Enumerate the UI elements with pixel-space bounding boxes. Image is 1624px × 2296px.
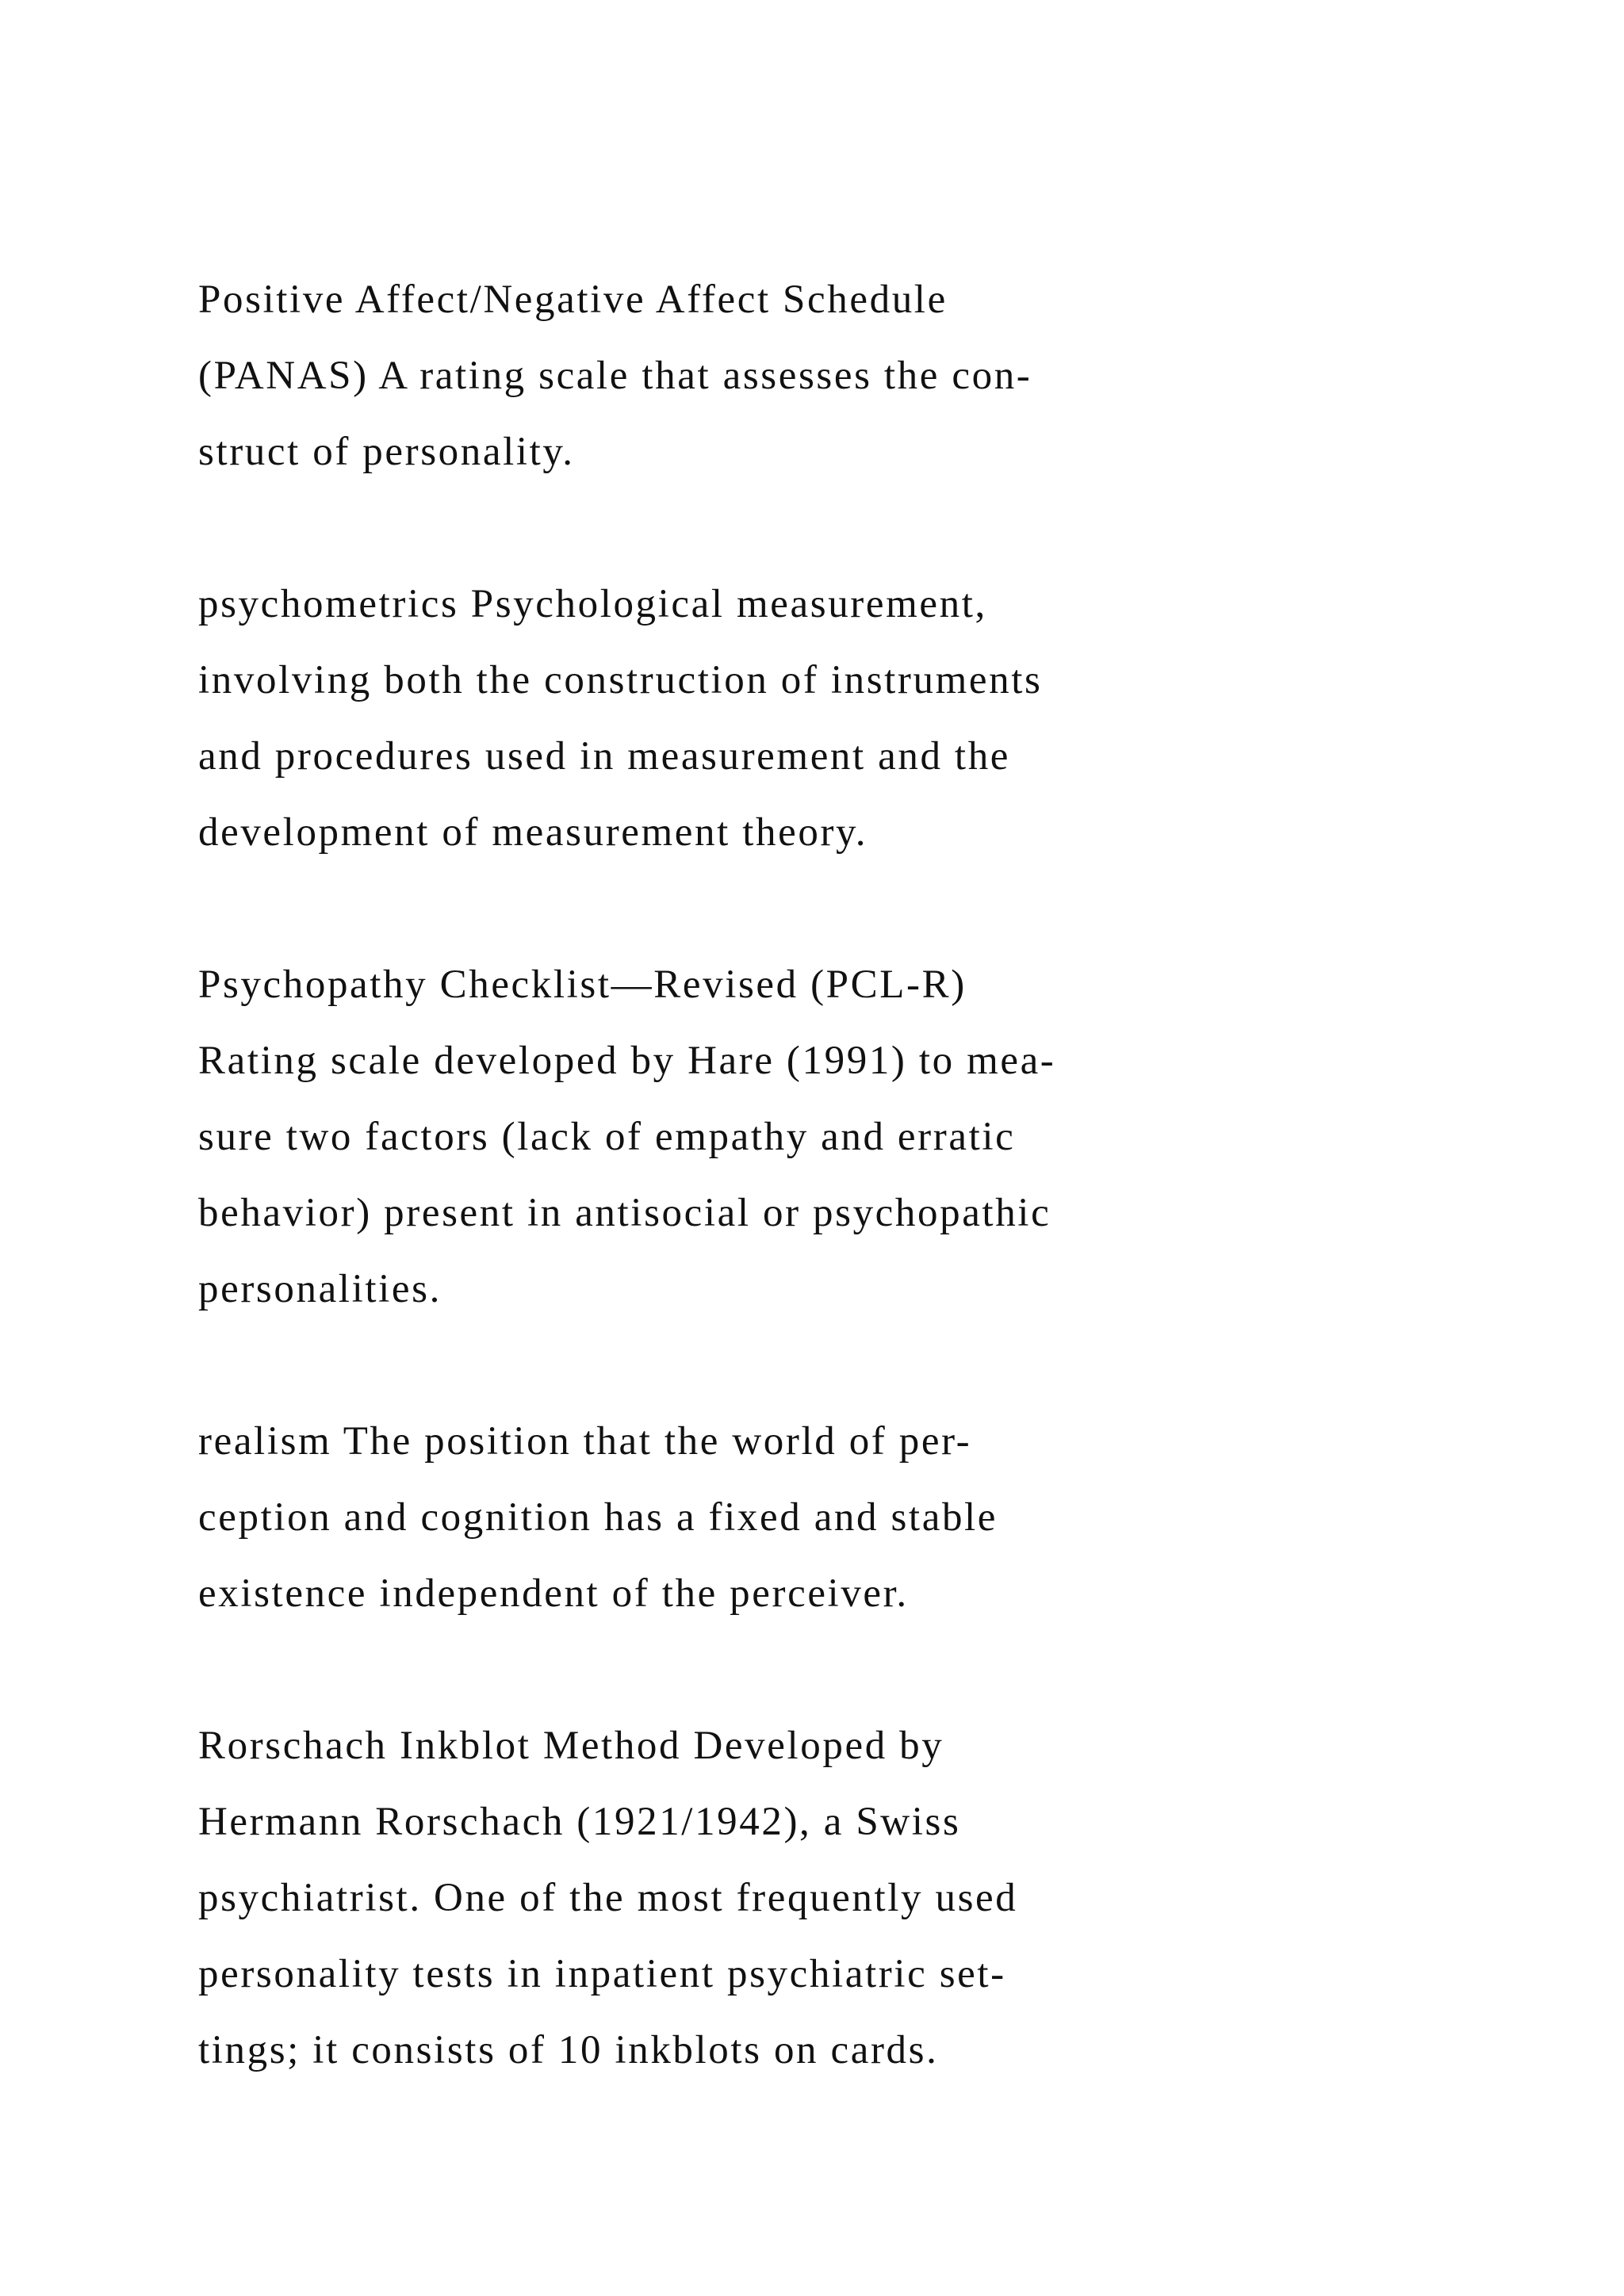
entry-line: struct of personality. <box>198 430 575 474</box>
glossary-list <box>198 262 1388 2164</box>
entry-line: development of measurement theory. <box>198 810 868 855</box>
entry-line: tings; it consists of 10 inkblots on cards. <box>198 2028 939 2072</box>
entry-line: Rating scale developed by Hare (1991) to mea- <box>198 1039 1056 1083</box>
entry-line: existence independent of the perceiver. <box>198 1571 909 1616</box>
glossary-entry-rorschach <box>198 1708 1388 2088</box>
glossary-entry-pcl-r <box>198 947 1388 1327</box>
glossary-entry-realism <box>198 1403 1388 1632</box>
entry-line: Positive Affect/Negative Affect Schedule <box>198 277 948 322</box>
entry-line: psychometrics Psychological measurement, <box>198 582 987 626</box>
entry-line: Rorschach Inkblot Method Developed by <box>198 1724 944 1768</box>
entry-line: psychiatrist. One of the most frequently used <box>198 1876 1018 1920</box>
entry-line: behavior) present in antisocial or psychopathic <box>198 1191 1051 1235</box>
entry-line: and procedures used in measurement and the <box>198 734 1011 779</box>
entry-line: involving both the construction of instruments <box>198 658 1043 702</box>
glossary-entry-psychometrics <box>198 566 1388 871</box>
entry-line: ception and cognition has a fixed and stable <box>198 1495 998 1540</box>
entry-line: personalities. <box>198 1267 442 1311</box>
entry-line: (PANAS) A rating scale that assesses the con- <box>198 354 1032 398</box>
glossary-entry-panas <box>198 262 1388 490</box>
entry-line: sure two factors (lack of empathy and erratic <box>198 1115 1016 1159</box>
entry-line: realism The position that the world of per- <box>198 1419 972 1464</box>
entry-line: personality tests in inpatient psychiatric set- <box>198 1952 1006 1996</box>
entry-line: Psychopathy Checklist—Revised (PCL-R) <box>198 962 967 1007</box>
entry-line: Hermann Rorschach (1921/1942), a Swiss <box>198 1800 961 1844</box>
